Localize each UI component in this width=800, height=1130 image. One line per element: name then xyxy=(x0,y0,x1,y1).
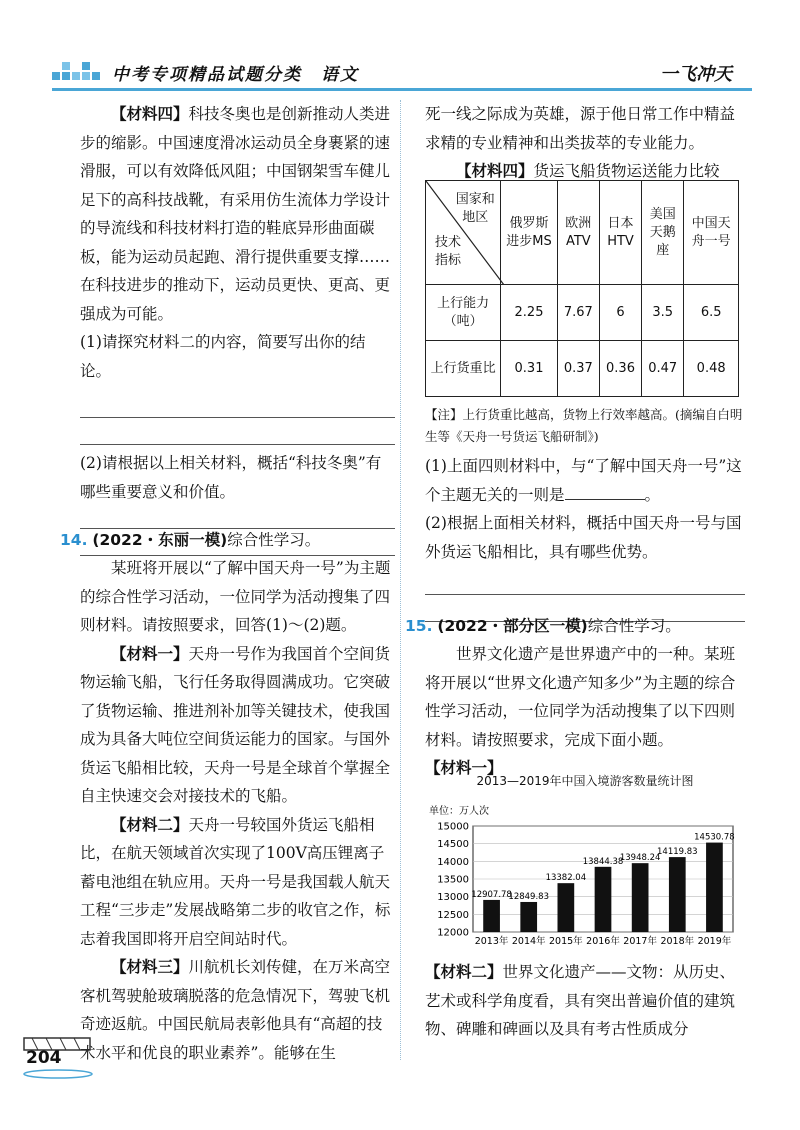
question-14-body xyxy=(80,554,395,1067)
data-label: 13382.04 xyxy=(545,873,587,884)
chart-unit-label: 单位：万人次 xyxy=(429,806,489,817)
material-4-tag: 【材料四】 xyxy=(111,104,189,123)
x-tick-label: 2014年 xyxy=(511,936,546,947)
y-tick-label: 12500 xyxy=(437,909,469,921)
chart-bar xyxy=(595,867,612,932)
material-3-paragraph: 【材料三】川航机长刘传健，在万米高空客机驾驶舱玻璃脱落的危急情况下，驾驶飞机奇迹返航。中国民航局表彰他具有“高超的技术水平和优良的职业素养”。能够在生 xyxy=(80,957,391,1062)
question-14-2: (2)根据上面相关材料，概括中国天舟一号与国外货运飞船相比，具有哪些优势。 xyxy=(425,514,742,561)
table-row: 上行货重比 0.31 0.37 0.36 0.47 0.48 xyxy=(426,341,739,397)
data-label: 13948.24 xyxy=(619,853,661,864)
question-15-source: (2022・部分区一模) xyxy=(437,617,588,635)
chart-bar xyxy=(706,843,723,932)
question-14-intro: 某班将开展以“了解中国天舟一号”为主题的综合性学习活动，一位同学为活动搜集了四则材料。请按照要求，回答(1)～(2)题。 xyxy=(80,559,391,634)
chart-bar xyxy=(669,857,686,932)
question-14-number: 14. xyxy=(60,531,88,549)
y-tick-label: 15000 xyxy=(437,821,469,833)
material-4-heading: 【材料四】货运飞船货物运送能力比较 xyxy=(456,161,720,180)
table-header: 俄罗斯进步MS xyxy=(501,181,557,285)
question-15-body xyxy=(425,640,745,783)
column-divider xyxy=(400,100,402,1060)
table-header: 中国天舟一号 xyxy=(684,181,739,285)
left-column xyxy=(80,100,395,556)
bar-chart xyxy=(425,798,745,948)
table-header: 欧洲ATV xyxy=(557,181,599,285)
chart-bar xyxy=(632,863,649,932)
x-tick-label: 2015年 xyxy=(549,936,583,947)
data-label: 12907.78 xyxy=(471,889,512,900)
material-1-label: 【材料一】 xyxy=(425,758,503,777)
y-tick-label: 14000 xyxy=(437,856,469,868)
data-label: 14119.83 xyxy=(657,847,698,858)
data-label: 14530.78 xyxy=(694,832,735,843)
header-brand: 一飞冲天 xyxy=(660,64,732,85)
x-tick-label: 2018年 xyxy=(660,936,695,947)
material-2-paragraph: 【材料二】世界文化遗产——文物：从历史、艺术或科学角度看，具有突出普遍价值的建筑物、碑雕和碑画以及具有考古性质成分 xyxy=(425,962,736,1038)
header-divider xyxy=(52,88,752,91)
question-14-1: (1)上面四则材料中，与“了解中国天舟一号”这个主题无关的一则是 。 xyxy=(425,457,742,504)
question-15-intro: 世界文化遗产是世界遗产中的一种。某班将开展以“世界文化遗产知多少”为主题的综合性学习活动，一位同学为活动搜集了以下四则材料。请按照要求，完成下面小题。 xyxy=(425,645,736,749)
question-1: (1)请探究材料二的内容，简要写出你的结论。 xyxy=(80,333,366,380)
data-label: 13844.38 xyxy=(582,856,624,867)
question-15: 15. (2022・部分区一模)综合性学习。 xyxy=(405,617,681,635)
question-15-number: 15. xyxy=(405,617,433,635)
material-4-paragraph: 【材料四】科技冬奥也是创新推动人类进步的缩影。中国速度滑冰运动员全身裹紧的速滑服，可以有效降低风阻；中国钢架雪车健儿足下的高科技战靴，有采用仿生流体力学设计的导流线和科技材料打造的鞋底异形曲面碳板，能为运动员起跑、滑行提供重要支撑……在科技进步的推动下，运动员更快、更高、更强成为可能。 xyxy=(80,104,391,323)
table-header: 日本HTV xyxy=(599,181,641,285)
page-number: 204 xyxy=(26,1048,62,1068)
table-corner-cell: 国家和地区 技术指标 xyxy=(426,181,501,285)
y-tick-label: 13500 xyxy=(437,874,469,886)
x-tick-label: 2016年 xyxy=(586,936,620,947)
table-header: 美国天鹅座 xyxy=(642,181,684,285)
question-14-source: (2022・东丽一模) xyxy=(92,531,228,549)
x-tick-label: 2019年 xyxy=(697,936,732,947)
right-column-top xyxy=(425,100,745,186)
question-14: 14. (2022・东丽一模)综合性学习。 xyxy=(60,531,321,549)
y-tick-label: 14500 xyxy=(437,839,469,851)
table-row: 上行能力（吨） 2.25 7.67 6 3.5 6.5 xyxy=(426,285,739,341)
x-tick-label: 2013年 xyxy=(474,936,509,947)
y-tick-label: 12000 xyxy=(437,927,469,939)
chart-bar xyxy=(483,900,500,932)
comparison-table xyxy=(425,180,739,397)
y-tick-label: 13000 xyxy=(437,892,469,904)
chart-bar xyxy=(520,902,537,932)
material-3-continued: 死一线之际成为英雄，源于他日常工作中精益求精的专业精神和出类拔萃的专业能力。 xyxy=(425,105,736,152)
chart-title: 2013—2019年中国入境游客数量统计图 xyxy=(476,774,694,788)
x-tick-label: 2017年 xyxy=(623,936,657,947)
blank-input[interactable] xyxy=(565,481,645,500)
header-logo-squares xyxy=(52,58,108,92)
table-note: 【注】上行货重比越高，货物上行效率越高。(摘编自白明生等《天舟一号货运飞船研制》) xyxy=(425,407,743,444)
right-column-questions xyxy=(425,404,745,622)
material-1-paragraph: 【材料一】天舟一号作为我国首个空间货物运输飞船，飞行任务取得圆满成功。它突破了货物运输、推进剂补加等关键技术，使我国成为具备大吨位空间货运能力的国家。与国外货运飞船相比较，天舟一号是全球首个掌握全自主快速交会对接技术的飞船。 xyxy=(80,643,391,805)
header-title: 中考专项精品试题分类 语文 xyxy=(112,65,359,85)
material-2-paragraph: 【材料二】天舟一号较国外货运飞船相比，在航天领域首次实现了100V高压锂离子蓄电池组在轨应用。天舟一号是我国载人航天工程“三步走”发展战略第二步的收官之作，标志着我国即将开启空间站时代。 xyxy=(80,814,391,948)
data-label: 12849.83 xyxy=(508,891,549,902)
question-2: (2)请根据以上相关材料，概括“科技冬奥”有哪些重要意义和价值。 xyxy=(80,454,382,501)
chart-bar xyxy=(558,883,575,932)
